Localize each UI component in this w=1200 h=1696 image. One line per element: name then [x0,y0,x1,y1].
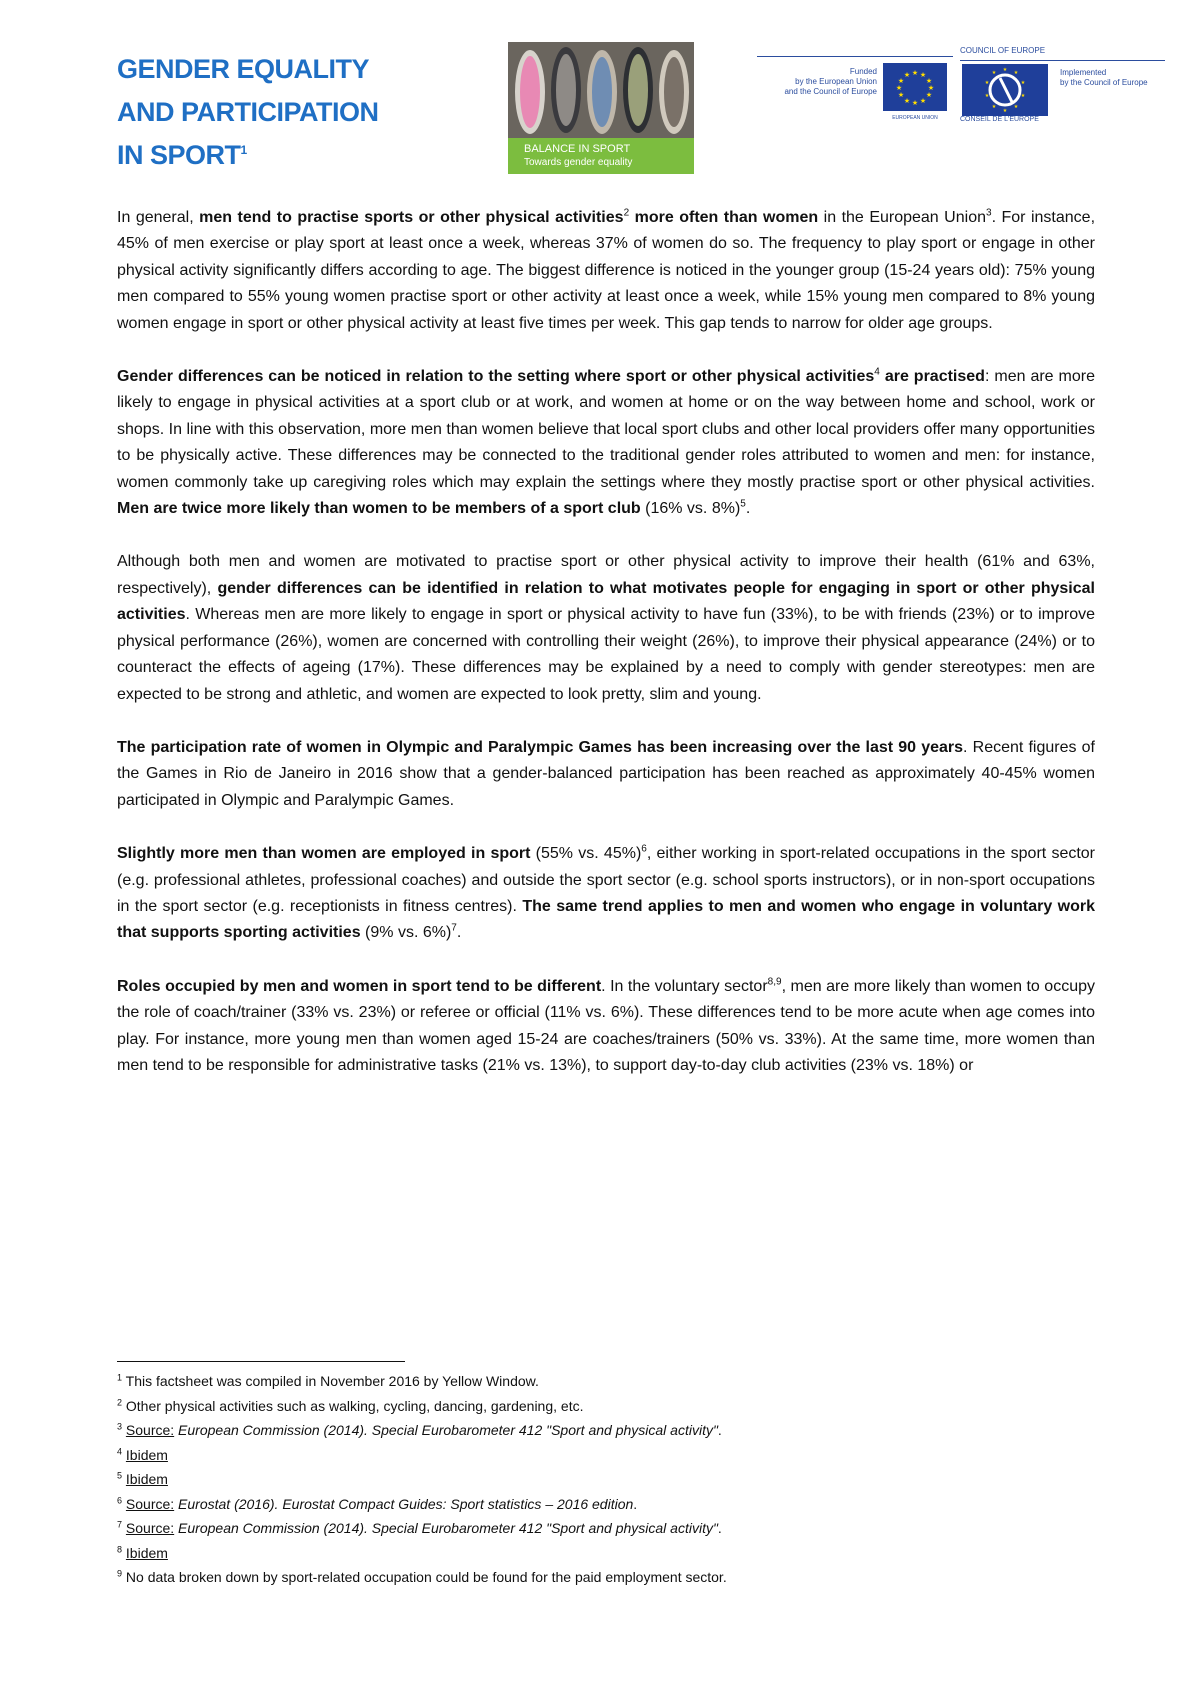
footnote-ibidem-link[interactable]: Ibidem [125,1544,168,1561]
footnote-end: . [717,1422,722,1438]
svg-text:★: ★ [1013,70,1019,76]
p1-bold-b: more often than women [629,209,819,226]
footnote-3 [117,1418,1095,1443]
footnote-source-link[interactable]: Source: [125,1495,175,1512]
p4-bold-a: The participation rate of women in Olympic and Paralympic Games has been increasing over the last 90 years [117,738,964,756]
p1-bold-a: men tend to practise sports or other physical activities [199,209,624,226]
logo-name: BALANCE IN SPORT [524,143,631,155]
p2-text-b: (16% vs. 8%) [640,500,741,518]
p6-bold-a: Roles occupied by men and women in sport tend to be different [117,977,602,995]
p5-text-c: (9% vs. 6%) [360,924,452,942]
logo-caption-band [508,138,694,174]
footnote-source-link[interactable]: Source: [125,1422,175,1438]
p2-text-c: . [745,500,751,518]
footnote-end: . [717,1520,722,1536]
logo-tagline: Towards gender equality [524,157,633,168]
svg-text:★: ★ [925,91,933,99]
footnote-1 [117,1369,1095,1394]
svg-text:★: ★ [1020,93,1026,99]
p2-bold-c: Men are twice more likely than women to be members of a sport club [117,500,641,518]
paragraph-employment [117,841,1095,947]
footnote-num: 8 [117,1543,123,1554]
svg-text:★: ★ [927,84,935,92]
footnote-ref-3: 3 [986,207,992,219]
footnote-num: 2 [117,1396,123,1407]
paragraph-roles [117,974,1095,1080]
eu-funding-text [767,67,877,97]
footnote-8 [117,1541,1095,1566]
footnote-divider [117,1361,405,1362]
p4-text-a: . Recent figures of the Games in Rio de Janeiro in 2016 show that a gender-balanced participation has been reached as approximately 40-45% women participated in Olympic and Paralympic Games. [117,738,1096,809]
p5-text-a: (55% vs. 45%) [530,845,642,863]
title-line-1: GENDER EQUALITY [117,54,370,84]
p1-text-c: . For instance, 45% of men exercise or play sport at least once a week, whereas 37% of women do so. The frequency to play sport or engage in other physical activity significantly differs according to age. The biggest difference is noticed in the younger group (15-24 years old): 75% young men compared to 55% young women practise sport or other activity at least once a week, while 15% young men compared to 8% young women engage in sport or other physical activity at least five times per week. This gap tends to narrow for older age groups. [117,209,1096,332]
footnote-ref-5: 5 [740,498,746,510]
coe-divider [960,60,1165,61]
p2-bold-a: Gender differences can be noticed in relation to the setting where sport or other physical activities [117,368,875,386]
p5-bold-b: The same trend applies to men and women who engage in voluntary work that supports sporting activities [117,897,1095,942]
footnote-num: 1 [117,1372,123,1383]
footnote-ref-2: 2 [623,207,630,219]
eu-flag-icon [883,63,947,111]
council-of-europe-logo [960,46,1165,124]
p6-text-a: . In the voluntary sector [601,977,768,995]
eu-caption: EUROPEAN UNION [892,115,938,121]
svg-text:★: ★ [1013,104,1019,110]
title-line-3: IN SPORT [117,140,241,170]
footnote-citation: European Commission (2014). Special Eurobarometer 412 "Sport and physical activity" [178,1422,718,1438]
svg-text:★: ★ [1002,67,1008,73]
svg-text:★: ★ [897,91,905,99]
p3-bold-a: gender differences can be identified in relation to what motivates people for engaging in sport or other physical activities [117,579,1095,624]
footnote-source-link[interactable]: Source: [125,1520,175,1536]
svg-text:★: ★ [925,77,933,85]
footnote-2 [117,1394,1095,1419]
svg-text:★: ★ [911,69,919,77]
p2-text-a: : men are more likely to engage in physical activities at a sport club or at work, and women at home or on the way between home and school, work or shops. In line with this observation, more men than women believe that local sport clubs and other local providers offer many opportunities to be physically active. These differences may be connected to the traditional gender roles attributed to women and men: for instance, women commonly take up caregiving roles which may explain the settings where they mostly practise sport or other physical activities. [117,368,1095,491]
svg-text:★: ★ [903,97,911,105]
footnote-num: 6 [117,1494,123,1505]
svg-text:★: ★ [895,84,903,92]
eu-text-line-3: and the Council of Europe [784,87,877,96]
footnote-9 [117,1565,1095,1590]
footnote-text: Other physical activities such as walking, cycling, dancing, gardening, etc. [122,1397,584,1414]
svg-text:★: ★ [1020,80,1026,86]
eu-funding-logo [757,56,953,121]
svg-text:★: ★ [897,77,905,85]
p1-text-a: In general, [117,209,200,226]
svg-text:★: ★ [991,70,997,76]
coe-top-text: COUNCIL OF EUROPE [960,46,1046,55]
svg-text:★: ★ [903,71,911,79]
footnote-ref-7: 7 [451,923,457,935]
coe-text-line-1: Implemented [1060,68,1107,77]
p3-text-a: Although both men and women are motivated to practise sport or other physical activity to improve their health (61% and 63%, respectively), [117,553,1095,597]
footnote-5 [117,1467,1095,1492]
p1-text-b: in the European Union [818,209,986,226]
svg-text:★: ★ [984,93,990,99]
svg-text:★: ★ [984,80,990,86]
p2-bold-b: are practised [879,368,985,386]
page-title [117,48,477,177]
coe-bottom-text: CONSEIL DE L'EUROPE [960,116,1039,123]
footnote-4 [117,1443,1095,1468]
svg-text:★: ★ [991,104,997,110]
footnote-citation: European Commission (2014). Special Eurobarometer 412 "Sport and physical activity" [178,1520,718,1536]
paragraph-general-participation [117,205,1095,337]
footnotes [117,1369,1095,1590]
svg-text:★: ★ [919,97,927,105]
factsheet-body [117,205,1095,1106]
eu-text-line-2: by the European Union [795,77,877,86]
paragraph-motivations [117,549,1095,707]
svg-text:★: ★ [1002,108,1008,114]
balance-in-sport-logo [508,42,694,174]
footnote-num: 9 [117,1568,123,1579]
p5-bold-a: Slightly more men than women are employed in sport [117,845,531,863]
p5-text-b: , either working in sport-related occupations in the sport sector (e.g. professional athletes, professional coaches) and outside the sport sector (e.g. school sports instructors), or in non-sport occupations in the sport sector (e.g. receptionists in fitness centres). [117,845,1096,915]
footnote-num: 3 [117,1421,123,1432]
footnote-7 [117,1516,1095,1541]
footnote-ibidem-link[interactable]: Ibidem [125,1471,168,1487]
p3-text-b: . Whereas men are more likely to engage in sport or physical activity to have fun (33%), to be with friends (23%) or to improve physical performance (26%), women are concerned with controlling their weight (26%), to improve their physical appearance (24%) or to counteract the effects of ageing (17%). These differences may be explained by a need to comply with gender stereotypes: men are expected to be strong and athletic, and women are expected to look pretty, slim and young. [117,606,1095,703]
footnote-ref-6: 6 [641,843,647,855]
svg-text:★: ★ [911,99,919,107]
coe-emblem-icon [962,64,1048,116]
title-line-2: AND PARTICIPATION [117,97,379,127]
footnote-end: . [633,1495,638,1512]
footnote-ibidem-link[interactable]: Ibidem [125,1446,168,1463]
footnote-text: This factsheet was compiled in November 2016 by Yellow Window. [122,1373,539,1389]
coe-implemented-text [1060,68,1148,88]
svg-text:★: ★ [919,71,927,79]
footnote-text: No data broken down by sport-related occupation could be found for the paid employment sector. [122,1569,727,1585]
paragraph-olympics [117,735,1095,814]
footnote-num: 7 [117,1519,123,1530]
p5-text-d: . [456,924,462,942]
footnote-citation: Eurostat (2016). Eurostat Compact Guides: Sport statistics – 2016 edition [178,1495,634,1512]
coe-text-line-2: by the Council of Europe [1060,78,1148,87]
p6-text-b: , men are more likely than women to occupy the role of coach/trainer (33% vs. 23%) or referee or official (11% vs. 6%). These differences tend to be more acute when age comes into play. For instance, more young men than women aged 15-24 are coaches/trainers (50% vs. 33%). At the same time, more women than men tend to be responsible for administrative tasks (21% vs. 13%), to support day-to-day club activities (23% vs. 18%) or [117,977,1096,1074]
footnote-ref-8-9: 8,9 [767,976,782,988]
paragraph-settings [117,364,1095,522]
footnote-6 [117,1492,1095,1517]
footnote-ref-4: 4 [874,366,880,378]
shoe-soles-image [508,42,694,138]
footnote-num: 4 [117,1445,123,1456]
title-footnote-ref: 1 [240,143,247,157]
footnote-num: 5 [117,1470,123,1481]
eu-text-line-1: Funded [849,67,877,76]
